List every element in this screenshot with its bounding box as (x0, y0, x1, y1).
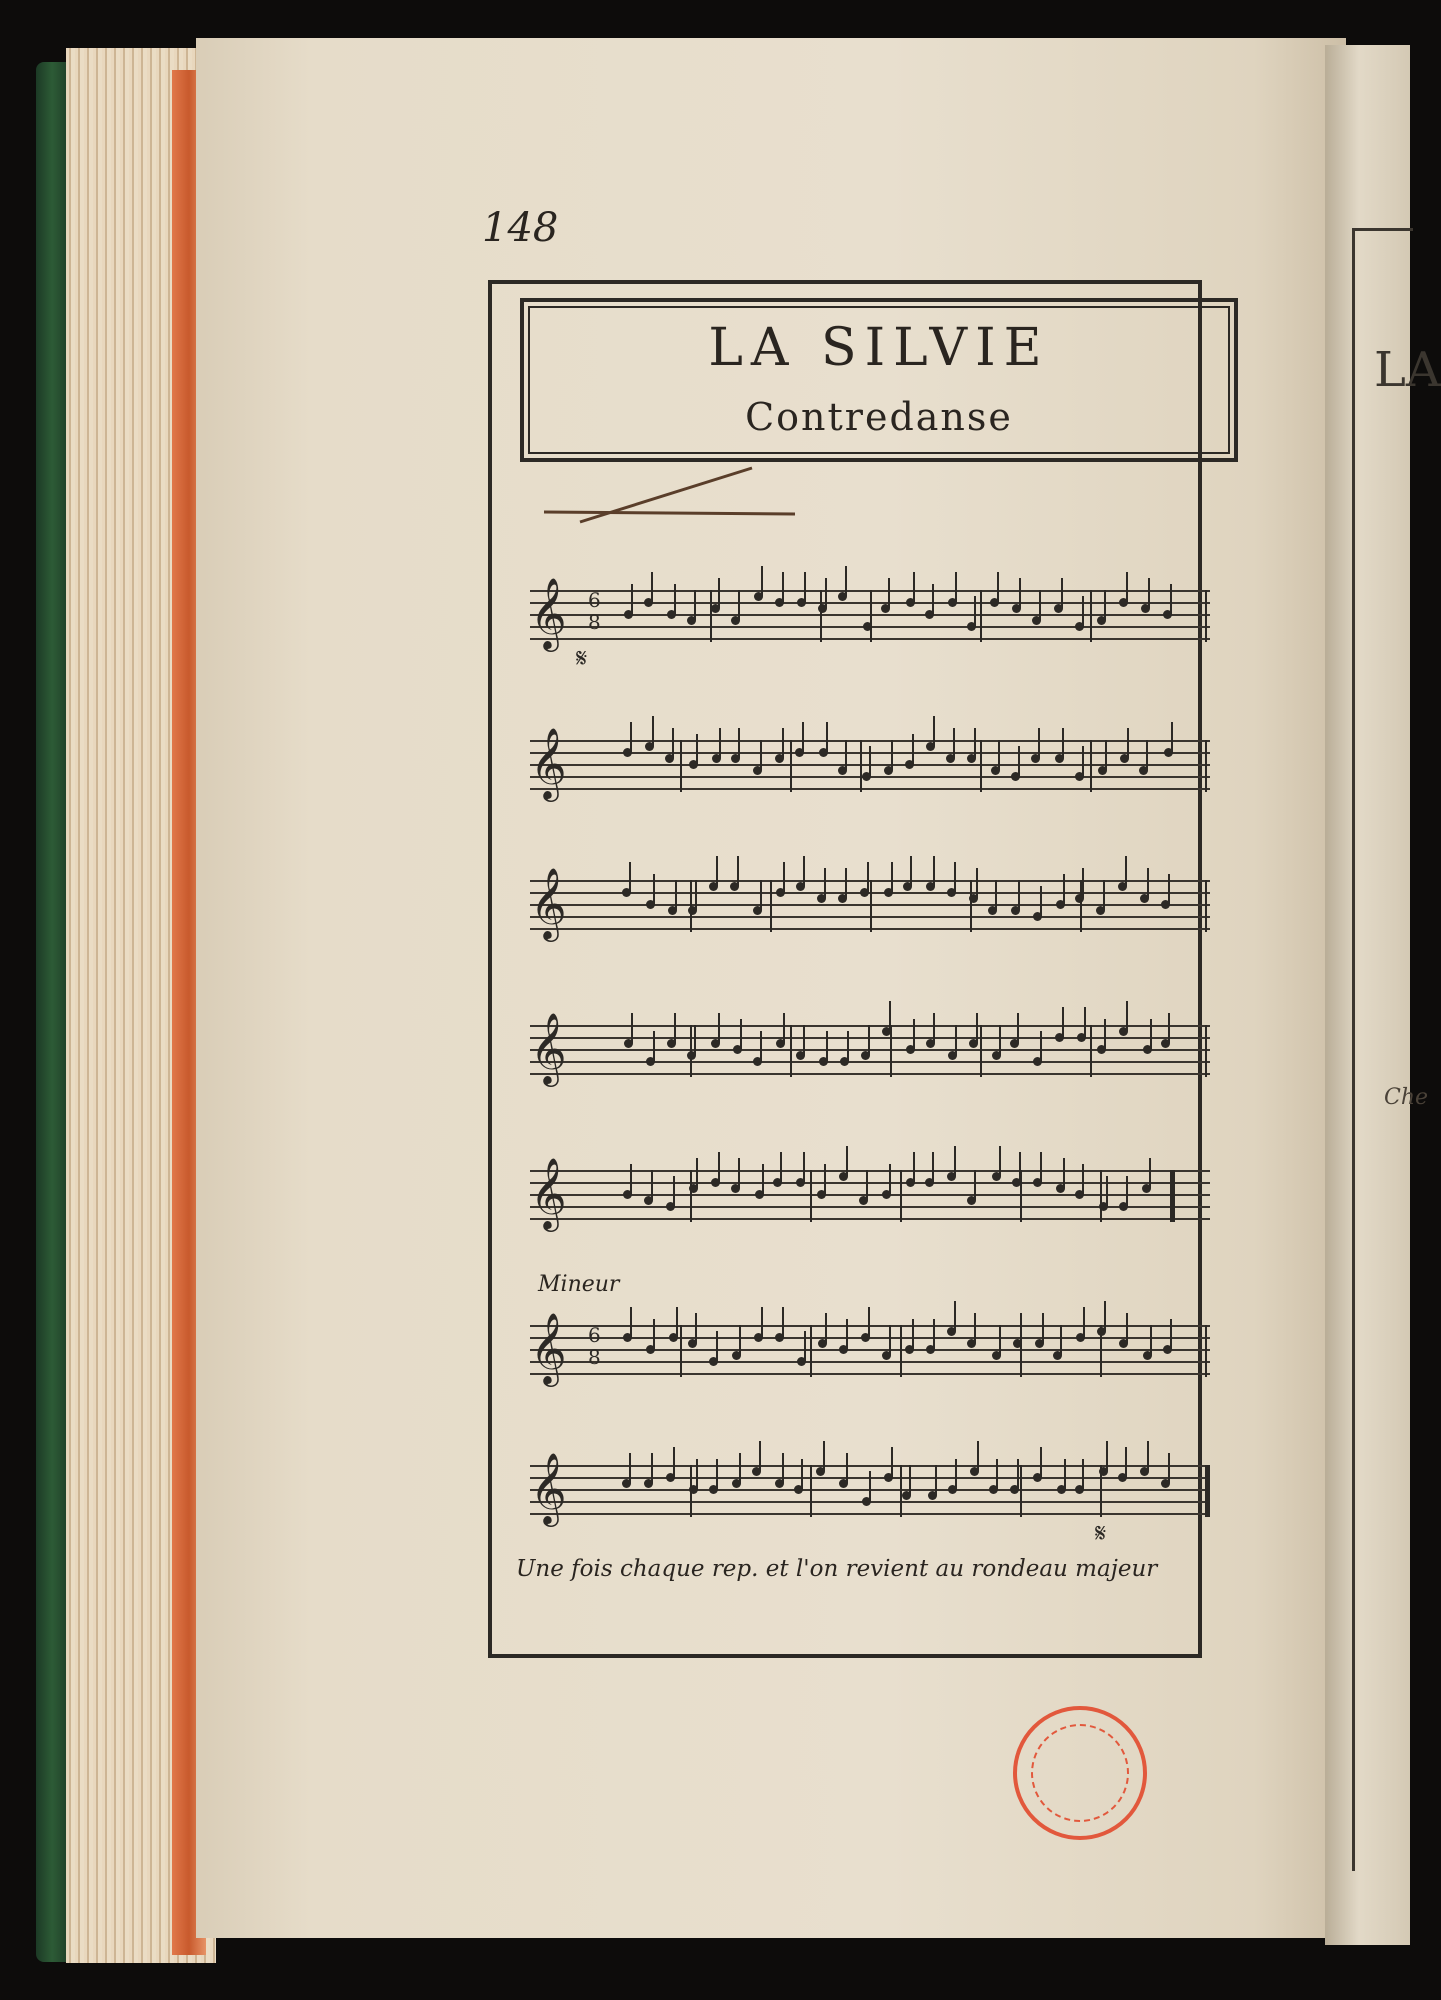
note-stem (1017, 1013, 1019, 1043)
note-stem (1126, 1176, 1128, 1206)
note-stem (780, 1152, 782, 1182)
note-stem (653, 1319, 655, 1349)
note-stem (933, 856, 935, 886)
note-stem (652, 716, 654, 746)
note-stem (737, 856, 739, 886)
note-stem (802, 722, 804, 752)
note-stem (1104, 1019, 1106, 1049)
bar-line (870, 880, 872, 932)
time-signature-bottom: 8 (588, 610, 601, 634)
note-stem (954, 1146, 956, 1176)
note-stem (1082, 1459, 1084, 1489)
note-stem (673, 1447, 675, 1477)
note-stem (953, 728, 955, 758)
note-stem (782, 728, 784, 758)
note-stem (651, 572, 653, 602)
note-stem (1039, 590, 1041, 620)
note-stem (1017, 1459, 1019, 1489)
bar-line (970, 880, 972, 932)
bar-line (810, 1325, 812, 1377)
note-stem (867, 862, 869, 892)
note-stem (999, 1325, 1001, 1355)
note-stem (803, 1152, 805, 1182)
bar-line (810, 1170, 812, 1222)
note-stem (762, 1164, 764, 1194)
note-stem (869, 746, 871, 776)
note-stem (910, 856, 912, 886)
note-stem (716, 1331, 718, 1361)
staff-line (530, 1218, 1210, 1220)
staff-line (530, 788, 1210, 790)
end-bar-line (1205, 880, 1207, 932)
note-stem (955, 1025, 957, 1055)
segno-sign-icon: 𝄋 (576, 644, 588, 674)
bar-line (980, 590, 982, 642)
pen-strike-mark (540, 460, 800, 530)
note-stem (1083, 1307, 1085, 1337)
bar-line (770, 880, 772, 932)
double-bar-line (1170, 1170, 1175, 1222)
staff-4 (530, 1011, 1210, 1084)
bar-line (1090, 740, 1092, 792)
staff-line (530, 1361, 1210, 1363)
treble-clef-icon: 𝄞 (530, 1451, 567, 1524)
note-stem (1103, 880, 1105, 910)
note-stem (913, 572, 915, 602)
note-stem (1061, 578, 1063, 608)
note-stem (718, 1013, 720, 1043)
note-stem (1063, 1158, 1065, 1188)
note-stem (933, 1013, 935, 1043)
note-stem (912, 1319, 914, 1349)
note-stem (739, 1453, 741, 1483)
bar-line (980, 740, 982, 792)
note-stem (1104, 1301, 1106, 1331)
note-stem (1019, 578, 1021, 608)
staff-7 (530, 1451, 1210, 1549)
note-stem (675, 880, 677, 910)
note-stem (891, 862, 893, 892)
bar-line (900, 1465, 902, 1517)
note-stem (870, 596, 872, 626)
note-stem (759, 1441, 761, 1471)
note-stem (695, 880, 697, 910)
note-stem (932, 584, 934, 614)
note-stem (1019, 1152, 1021, 1182)
note-stem (1040, 1152, 1042, 1182)
note-stem (1126, 572, 1128, 602)
note-stem (889, 1001, 891, 1031)
note-stem (696, 1459, 698, 1489)
bar-line (980, 1025, 982, 1077)
note-stem (1082, 596, 1084, 626)
bar-line (900, 1170, 902, 1222)
page-number: 148 (482, 205, 559, 251)
note-stem (933, 716, 935, 746)
time-signature-top: 6 (588, 588, 601, 612)
note-stem (997, 572, 999, 602)
note-stem (803, 856, 805, 886)
note-stem (630, 722, 632, 752)
note-stem (782, 572, 784, 602)
note-stem (1063, 874, 1065, 904)
note-stem (891, 1447, 893, 1477)
note-stem (845, 740, 847, 770)
note-stem (974, 596, 976, 626)
end-bar-line (1205, 1025, 1207, 1077)
note-stem (1126, 1313, 1128, 1343)
note-stem (719, 728, 721, 758)
note-stem (825, 1313, 827, 1343)
note-stem (740, 1019, 742, 1049)
note-stem (1149, 1158, 1151, 1188)
note-stem (760, 740, 762, 770)
staff-1 (530, 576, 1210, 674)
note-stem (1042, 1313, 1044, 1343)
note-stem (653, 874, 655, 904)
staff-5 (530, 1156, 1210, 1229)
note-stem (974, 728, 976, 758)
note-stem (955, 1459, 957, 1489)
note-stem (1150, 1019, 1152, 1049)
performance-instruction: Une fois chaque rep. et l'on revient au rondeau majeur (516, 1556, 1158, 1582)
note-stem (976, 868, 978, 898)
note-stem (847, 1031, 849, 1061)
staff-line (530, 1061, 1210, 1063)
staff-line (530, 1073, 1210, 1075)
bar-line (820, 590, 822, 642)
note-stem (761, 1307, 763, 1337)
facing-page-word: Che (1384, 1085, 1429, 1110)
treble-clef-icon: 𝄞 (530, 866, 567, 939)
note-stem (909, 1465, 911, 1495)
note-stem (695, 1313, 697, 1343)
note-stem (1018, 746, 1020, 776)
note-stem (1084, 1007, 1086, 1037)
note-stem (674, 584, 676, 614)
note-stem (631, 584, 633, 614)
staff-3 (530, 866, 1210, 939)
note-stem (823, 1441, 825, 1471)
segno-sign-icon: 𝄋 (1095, 1519, 1107, 1549)
treble-clef-icon: 𝄞 (530, 1311, 567, 1384)
note-stem (846, 1453, 848, 1483)
note-stem (1105, 740, 1107, 770)
bar-line (710, 590, 712, 642)
note-stem (1147, 1441, 1149, 1471)
note-stem (1106, 1441, 1108, 1471)
note-stem (651, 1170, 653, 1200)
note-stem (1126, 1001, 1128, 1031)
note-stem (629, 862, 631, 892)
note-stem (761, 566, 763, 596)
note-stem (1147, 868, 1149, 898)
bar-line (690, 1170, 692, 1222)
treble-clef-icon: 𝄞 (530, 726, 567, 799)
note-stem (868, 1025, 870, 1055)
note-stem (1168, 1453, 1170, 1483)
staff-2 (530, 726, 1210, 799)
note-stem (716, 1459, 718, 1489)
note-stem (1082, 746, 1084, 776)
note-stem (629, 1453, 631, 1483)
note-stem (672, 728, 674, 758)
note-stem (1038, 728, 1040, 758)
note-stem (974, 1313, 976, 1343)
note-stem (888, 578, 890, 608)
note-stem (782, 1307, 784, 1337)
note-stem (738, 728, 740, 758)
note-stem (630, 1164, 632, 1194)
note-stem (1170, 1319, 1172, 1349)
bar-line (1020, 1465, 1022, 1517)
bar-line (790, 1025, 792, 1077)
piece-subtitle: Contredanse (745, 395, 1013, 439)
note-stem (783, 862, 785, 892)
note-stem (889, 1164, 891, 1194)
note-stem (974, 1170, 976, 1200)
note-stem (801, 1459, 803, 1489)
note-stem (631, 1013, 633, 1043)
note-stem (977, 1441, 979, 1471)
treble-clef-icon: 𝄞 (530, 1156, 567, 1229)
bar-line (1100, 1170, 1102, 1222)
note-stem (1062, 1007, 1064, 1037)
staff-line (530, 1170, 1210, 1172)
note-stem (1064, 1459, 1066, 1489)
note-stem (718, 1152, 720, 1182)
note-stem (739, 1325, 741, 1355)
note-stem (954, 862, 956, 892)
note-stem (1018, 880, 1020, 910)
note-stem (869, 1471, 871, 1501)
note-stem (1125, 1447, 1127, 1477)
treble-clef-icon: 𝄞 (530, 1011, 567, 1084)
note-stem (1104, 590, 1106, 620)
section-label-mineur: Mineur (538, 1272, 620, 1297)
note-stem (1168, 874, 1170, 904)
bar-line (1090, 590, 1092, 642)
note-stem (912, 734, 914, 764)
note-stem (674, 1013, 676, 1043)
bar-line (900, 1325, 902, 1377)
note-stem (760, 880, 762, 910)
time-signature-top: 6 (588, 1323, 601, 1347)
note-stem (996, 1459, 998, 1489)
note-stem (932, 1152, 934, 1182)
note-stem (1150, 1325, 1152, 1355)
note-stem (676, 1307, 678, 1337)
note-stem (1040, 1031, 1042, 1061)
note-stem (782, 1453, 784, 1483)
library-stamp (1013, 1706, 1147, 1840)
note-stem (933, 1319, 935, 1349)
note-stem (738, 1158, 740, 1188)
note-stem (1170, 584, 1172, 614)
note-stem (824, 1164, 826, 1194)
note-stem (1062, 728, 1064, 758)
note-stem (826, 1031, 828, 1061)
note-stem (673, 1176, 675, 1206)
note-stem (889, 1325, 891, 1355)
staff-6 (530, 1311, 1210, 1384)
note-stem (696, 734, 698, 764)
note-stem (913, 1152, 915, 1182)
note-stem (1060, 1325, 1062, 1355)
note-stem (1171, 722, 1173, 752)
staff-line (530, 1513, 1210, 1515)
note-stem (825, 578, 827, 608)
note-stem (803, 1025, 805, 1055)
end-bar-line (1205, 590, 1207, 642)
note-stem (1040, 1447, 1042, 1477)
note-stem (891, 740, 893, 770)
facing-page-frame (1352, 228, 1413, 1871)
note-stem (826, 722, 828, 752)
note-stem (694, 590, 696, 620)
staff-line (530, 1349, 1210, 1351)
staff-line (530, 1465, 1210, 1467)
note-stem (738, 590, 740, 620)
note-stem (804, 1331, 806, 1361)
note-stem (995, 880, 997, 910)
bar-line (680, 1325, 682, 1377)
note-stem (696, 1158, 698, 1188)
note-stem (955, 572, 957, 602)
staff-line (530, 740, 1210, 742)
note-stem (760, 1031, 762, 1061)
note-stem (653, 1031, 655, 1061)
note-stem (718, 578, 720, 608)
note-stem (1040, 886, 1042, 916)
note-stem (998, 740, 1000, 770)
note-stem (694, 1025, 696, 1055)
note-stem (1106, 1176, 1108, 1206)
bar-line (1090, 1025, 1092, 1077)
note-stem (1168, 1013, 1170, 1043)
double-bar-line (1205, 1465, 1210, 1517)
piece-title: LA SILVIE (708, 318, 1050, 378)
note-stem (1020, 1313, 1022, 1343)
staff-line (530, 1373, 1210, 1375)
note-stem (824, 868, 826, 898)
note-stem (716, 856, 718, 886)
note-stem (846, 1146, 848, 1176)
treble-clef-icon: 𝄞 (530, 576, 567, 649)
note-stem (999, 1146, 1001, 1176)
bar-line (810, 1465, 812, 1517)
note-stem (935, 1465, 937, 1495)
note-stem (804, 572, 806, 602)
note-stem (630, 1307, 632, 1337)
end-bar-line (1205, 740, 1207, 792)
facing-page-letter: LA (1374, 342, 1441, 398)
note-stem (1082, 868, 1084, 898)
note-stem (1082, 1164, 1084, 1194)
note-stem (976, 1013, 978, 1043)
note-stem (954, 1301, 956, 1331)
note-stem (846, 1319, 848, 1349)
bar-line (790, 740, 792, 792)
note-stem (999, 1025, 1001, 1055)
note-stem (845, 868, 847, 898)
note-stem (1148, 578, 1150, 608)
time-signature-bottom: 8 (588, 1345, 601, 1369)
note-stem (1127, 728, 1129, 758)
bar-line (680, 740, 682, 792)
note-stem (1146, 740, 1148, 770)
note-stem (1125, 856, 1127, 886)
note-stem (868, 1307, 870, 1337)
note-stem (866, 1170, 868, 1200)
note-stem (913, 1019, 915, 1049)
note-stem (651, 1453, 653, 1483)
note-stem (783, 1013, 785, 1043)
bar-line (860, 740, 862, 792)
end-bar-line (1205, 1325, 1207, 1377)
note-stem (845, 566, 847, 596)
